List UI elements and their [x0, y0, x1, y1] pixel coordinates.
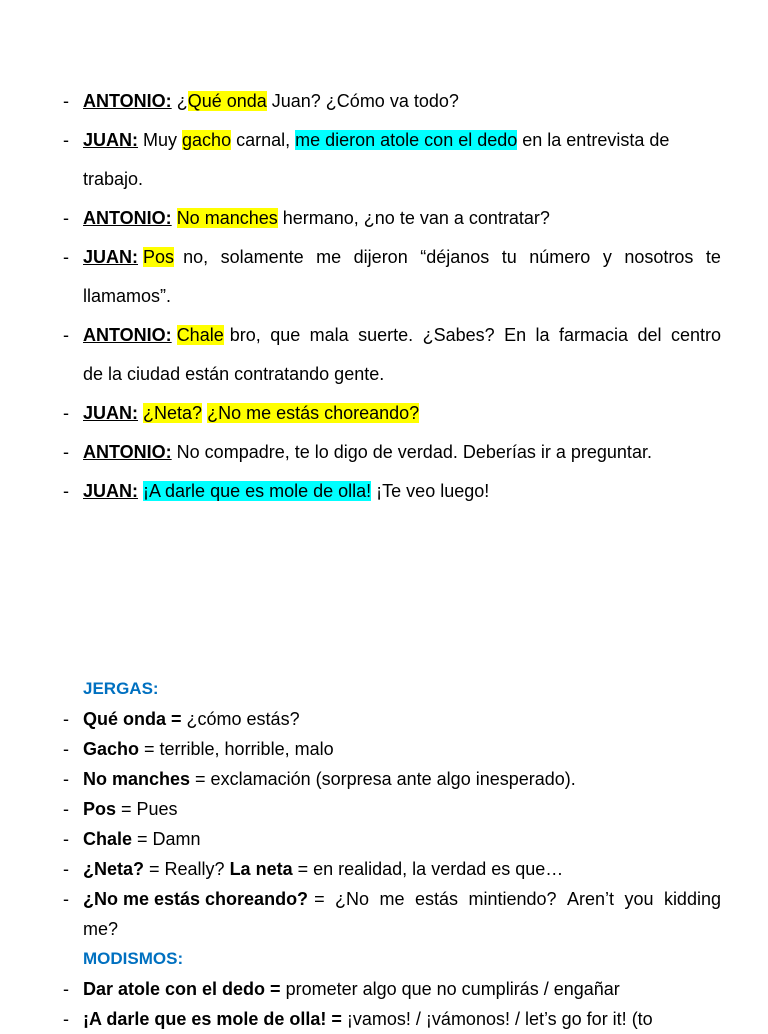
word: En	[504, 325, 527, 345]
speaker-label: JUAN:	[83, 481, 139, 501]
dialogue-line-2: - JUAN: Muy gacho carnal, me dieron atole con el dedo en la entrevista de	[0, 121, 768, 160]
list-dash: -	[63, 859, 69, 879]
list-dash: -	[63, 130, 69, 150]
section-heading: JERGAS:	[83, 679, 159, 698]
speaker-label: ANTONIO:	[83, 325, 172, 345]
word: dijeron	[353, 247, 408, 267]
word: del	[637, 325, 662, 345]
list-dash: -	[63, 799, 69, 819]
glossary-term: Dar atole con el dedo =	[83, 979, 281, 999]
word: mintiendo?	[468, 889, 557, 909]
slang-highlight: No manches	[176, 208, 278, 228]
list-dash: -	[63, 709, 69, 729]
word: no,	[183, 247, 209, 267]
slang-highlight: Chale	[176, 325, 224, 345]
word: bro,	[229, 325, 261, 345]
word: kidding	[663, 889, 721, 909]
dialogue	[0, 82, 768, 511]
list-dash: -	[63, 247, 69, 267]
speaker-label: JUAN:	[83, 130, 139, 150]
dialogue-line-6	[0, 394, 768, 433]
word: ¿Sabes?	[422, 325, 495, 345]
speaker-label: JUAN:	[83, 247, 139, 267]
speaker-label: ANTONIO:	[83, 208, 172, 228]
list-dash: -	[63, 1009, 69, 1029]
dialogue-line-5-continued: de la ciudad están contratando gente.	[83, 364, 385, 384]
word: que	[270, 325, 301, 345]
glossary-term: ¡A darle que es mole de olla! =	[83, 1009, 342, 1029]
speaker-label: ANTONIO:	[83, 91, 172, 111]
word: me	[316, 247, 342, 267]
word: estás	[414, 889, 458, 909]
word: y	[602, 247, 612, 267]
justified-text	[314, 884, 721, 914]
word: centro	[670, 325, 721, 345]
list-dash: -	[63, 889, 69, 909]
word: me	[379, 889, 405, 909]
list-item	[0, 884, 768, 914]
word: =	[314, 889, 325, 909]
list-dash: -	[63, 442, 69, 462]
speaker-label: JUAN:	[83, 403, 139, 423]
list-item: - Dar atole con el dedo = prometer algo que no cumplirás / engañar	[0, 974, 768, 1004]
list-dash: -	[63, 979, 69, 999]
word: ¿No	[335, 889, 370, 909]
glossary-term: ¿No me estás choreando?	[83, 889, 309, 909]
word: farmacia	[559, 325, 629, 345]
dialogue-line-2-continued: trabajo.	[83, 169, 144, 189]
list-item: - Chale = Damn	[0, 824, 768, 854]
dialogue-line-3: - ANTONIO: No manches hermano, ¿no te van a contratar?	[0, 199, 768, 238]
word: te	[705, 247, 721, 267]
list-item: - Gacho = terrible, horrible, malo	[0, 734, 768, 764]
glossary-term: ¿Neta?	[83, 859, 145, 879]
list-dash: -	[63, 769, 69, 789]
list-dash: -	[63, 91, 69, 111]
word: nosotros	[624, 247, 694, 267]
glossary-term: La neta	[229, 859, 293, 879]
modismos-heading-row	[0, 944, 768, 974]
dialogue-line-5	[0, 316, 768, 355]
word: solamente	[220, 247, 304, 267]
slang-highlight: ¿Neta?	[143, 403, 203, 423]
word: “déjanos	[420, 247, 490, 267]
slang-highlight: ¿No me estás choreando?	[207, 403, 420, 423]
list-item: - No manches = exclamación (sorpresa ante algo inesperado).	[0, 764, 768, 794]
word: número	[529, 247, 591, 267]
word: tu	[501, 247, 517, 267]
word: suerte.	[358, 325, 414, 345]
word: Aren’t	[566, 889, 614, 909]
jergas-heading-row	[0, 674, 768, 704]
glossary-term: Qué onda =	[83, 709, 182, 729]
list-item: - Pos = Pues	[0, 794, 768, 824]
list-dash: -	[63, 325, 69, 345]
list-dash: -	[63, 481, 69, 501]
list-dash: -	[63, 403, 69, 423]
idiom-highlight: ¡A darle que es mole de olla!	[143, 481, 372, 501]
dialogue-line-4	[0, 238, 768, 277]
word: you	[624, 889, 654, 909]
word: mala	[309, 325, 349, 345]
justified-text	[183, 238, 721, 277]
dialogue-line-4-continued: llamamos”.	[83, 286, 172, 306]
glossary-term: No manches	[83, 769, 191, 789]
idiom-highlight: me dieron atole con el dedo	[295, 130, 518, 150]
dialogue-line-8: - JUAN: ¡A darle que es mole de olla! ¡Te veo luego!	[0, 472, 768, 511]
list-dash: -	[63, 739, 69, 759]
list-item: - ¡A darle que es mole de olla! = ¡vamos! / ¡vámonos! / let’s go for it! (to	[0, 1004, 768, 1034]
list-item-continued: me?	[83, 919, 119, 939]
list-dash: -	[63, 829, 69, 849]
dialogue-line-7: - ANTONIO: No compadre, te lo digo de verdad. Deberías ir a preguntar.	[0, 433, 768, 472]
slang-highlight: gacho	[182, 130, 232, 150]
list-item: - ¿Neta? = Really? La neta = en realidad, la verdad es que…	[0, 854, 768, 884]
justified-text	[230, 316, 721, 355]
speaker-label: ANTONIO:	[83, 442, 172, 462]
glossary-term: Gacho	[83, 739, 140, 759]
glossary-term: Pos	[83, 799, 117, 819]
glossary-term: Chale	[83, 829, 133, 849]
glossary	[0, 674, 768, 1034]
slang-highlight: Qué onda	[187, 91, 267, 111]
slang-highlight: Pos	[143, 247, 175, 267]
list-dash: -	[63, 208, 69, 228]
section-heading: MODISMOS:	[83, 949, 184, 968]
word: la	[535, 325, 550, 345]
dialogue-line-1: - ANTONIO: ¿Qué onda Juan? ¿Cómo va todo?	[0, 82, 768, 121]
list-item: - Qué onda = ¿cómo estás?	[0, 704, 768, 734]
